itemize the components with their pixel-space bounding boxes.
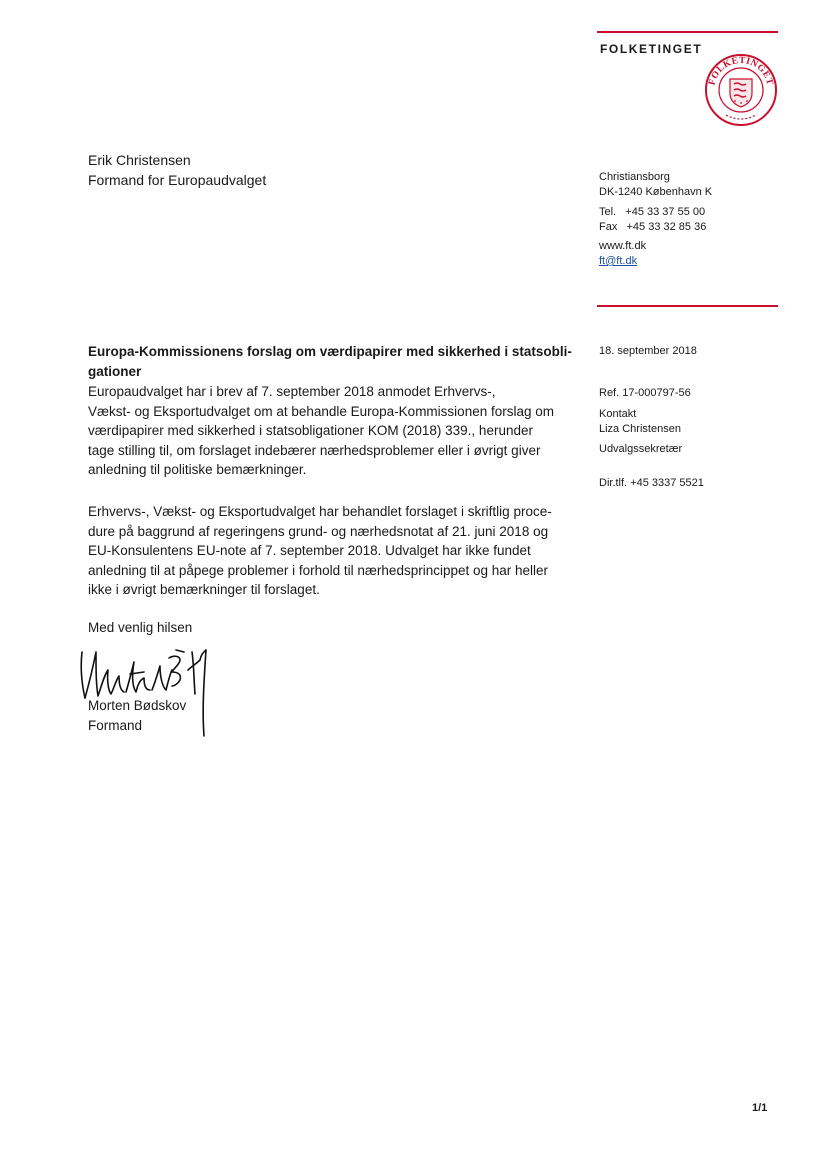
paragraph-line: anledning til politiske bemærkninger.	[88, 462, 307, 477]
brand-name: FOLKETINGET	[600, 42, 703, 56]
paragraph-line: Vækst- og Eksportudvalget om at behandle Europa-Kommissionen forslag om	[88, 403, 554, 419]
contact-block	[599, 407, 681, 437]
paragraph-line: Erhvervs-, Vækst- og Eksportudvalget har behandlet forslaget i skriftlig proce-	[88, 504, 552, 519]
closing-salutation: Med venlig hilsen	[88, 620, 193, 635]
paragraph-line: ikke i øvrigt bemærkninger til forslaget.	[88, 582, 320, 597]
recipient-name: Erik Christensen	[88, 152, 191, 168]
seal-text: FOLKETINGET	[707, 55, 775, 87]
paragraph-line: Europaudvalget har i brev af 7. september 2018 anmodet Erhvervs-,	[88, 384, 496, 399]
contact-name: Liza Christensen	[599, 423, 681, 435]
paragraph-line: dure på baggrund af regeringens grund- og nærhedsnotat af 21. juni 2018 og	[88, 523, 549, 539]
address-line-1: Christiansborg	[599, 171, 670, 183]
letter-subject	[88, 342, 588, 381]
header-rule-top	[597, 31, 778, 33]
sender-address	[599, 170, 712, 200]
page-number: 1/1	[752, 1102, 768, 1114]
reference-number: Ref. 17-000797-56	[599, 387, 691, 399]
signer-block	[88, 696, 186, 736]
signer-title: Formand	[88, 718, 143, 733]
paragraph-line: anledning til at påpege problemer i forhold til nærhedsprincippet og har heller	[88, 562, 549, 578]
telephone: Tel. +45 33 37 55 00	[599, 206, 706, 218]
paragraph-line: tage stilling til, om forslaget indebærer nærhedsproblemer eller i øvrigt giver	[88, 442, 541, 458]
sender-web	[599, 239, 646, 269]
subject-line-2: gationer	[88, 363, 142, 379]
direct-phone: Dir.tlf. +45 3337 5521	[599, 477, 704, 489]
website: www.ft.dk	[599, 240, 647, 252]
subject-line-1: Europa-Kommissionens forslag om værdipapirer med sikkerhed i statsobli-	[88, 344, 572, 359]
fax: Fax +45 33 32 85 36	[599, 221, 707, 233]
letter-date: 18. september 2018	[599, 345, 697, 357]
email-link[interactable]: ft@ft.dk	[599, 255, 638, 267]
recipient-title: Formand for Europaudvalget	[88, 172, 267, 188]
address-line-2: DK-1240 København K	[599, 186, 713, 198]
contact-label: Kontakt	[599, 408, 637, 420]
body-paragraph-1	[88, 382, 578, 480]
paragraph-line: værdipapirer med sikkerhed i statsobligationer KOM (2018) 339., herunder	[88, 423, 533, 438]
folketinget-seal-icon	[704, 53, 778, 127]
contact-role: Udvalgssekretær	[599, 443, 683, 455]
body-paragraph-2	[88, 502, 578, 600]
sender-phone-fax	[599, 205, 706, 235]
side-divider	[597, 305, 778, 307]
recipient-block	[88, 150, 266, 190]
paragraph-line: EU-Konsulentens EU-note af 7. september 2018. Udvalget har ikke fundet	[88, 543, 531, 558]
signer-name: Morten Bødskov	[88, 698, 187, 713]
